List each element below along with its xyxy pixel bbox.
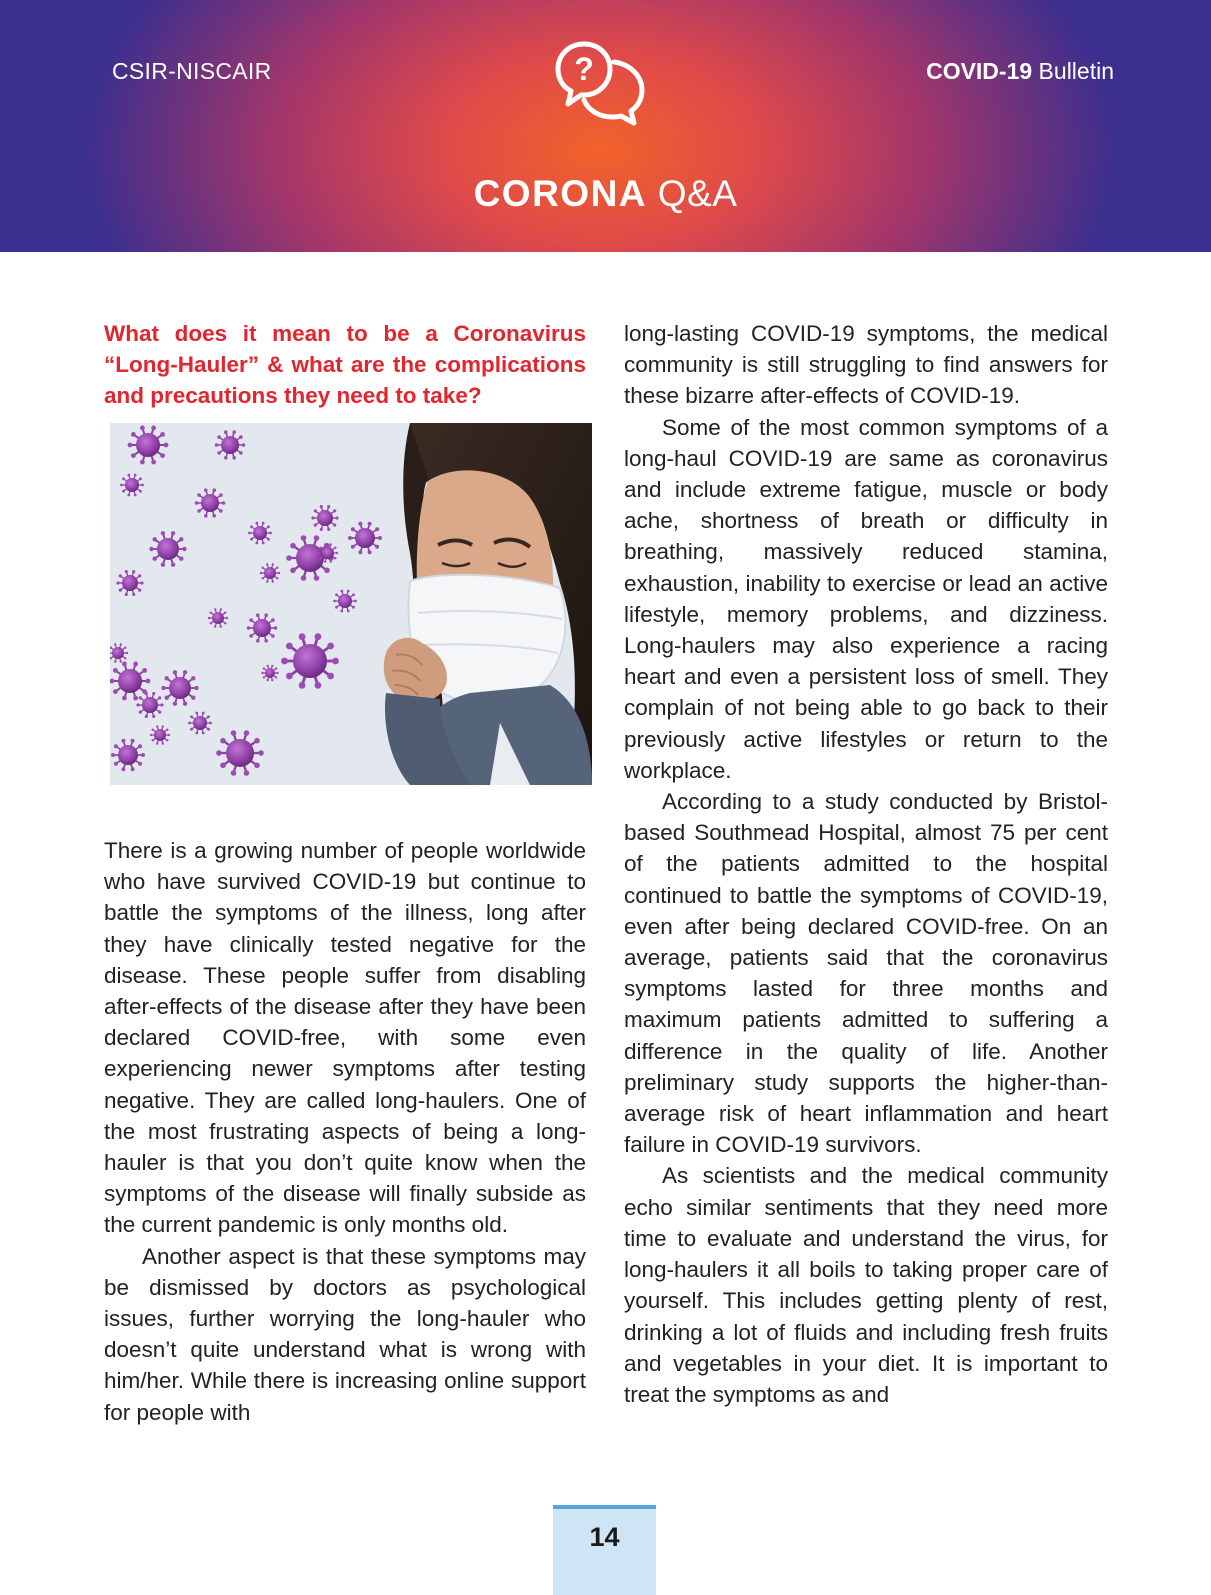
right-paragraph-4: As scientists and the medical community echo similar sentiments that they need more time to evaluate and understand the virus, for long-haulers it all boils to taking proper care of yourself. This includes getting plenty of rest, drinking a lot of fluids and including fresh fruits and vegetables in your diet. It is important to treat the symptoms as and bbox=[624, 1163, 1108, 1407]
section-title: CORONA Q&A bbox=[473, 173, 738, 214]
right-paragraph-1: long-lasting COVID-19 symptoms, the medical community is still struggling to find answers for these bizarre after-effects of COVID-19. bbox=[624, 321, 1108, 409]
left-paragraph-2: Another aspect is that these symptoms may be dismissed by doctors as psychological issues, further worrying the long-hauler who doesn’t quite understand what is wrong with him/her. While there is increasing online support for people with bbox=[104, 1243, 586, 1425]
right-column bbox=[624, 318, 1108, 1410]
bulletin-label: COVID-19 Bulletin bbox=[926, 58, 1114, 84]
right-paragraph-2: Some of the most common symptoms of a long-haul COVID-19 are same as coronavirus and include extreme fatigue, muscle or body ache, shortness of breath or difficulty in breathing, massively reduced stamina, exhaustion, inability to exercise or lead an active lifestyle, memory problems, and dizziness. Long-haulers may also experience a racing heart and even a persistent loss of smell. They complain of not being able to go back to their previously active lifestyles or return to the workplace. bbox=[624, 414, 1108, 783]
publisher-name: CSIR-NISCAIR bbox=[112, 58, 272, 84]
article-question: What does it mean to be a Coronavirus “Long-Hauler” & what are the complications and precautions they need to take? bbox=[104, 321, 586, 408]
question-chat-bubbles-icon bbox=[554, 38, 654, 130]
woman-coughing-photo bbox=[110, 423, 592, 785]
page-number: 14 bbox=[589, 1522, 620, 1552]
left-column bbox=[104, 318, 586, 1428]
left-paragraph-1: There is a growing number of people worldwide who have survived COVID-19 but continue to battle the symptoms of the illness, long after they have clinically tested negative for the disease. These people suffer from disabling after-effects of the disease after they have been declared COVID-free, with some even experiencing newer symptoms after testing negative. They are called long-haulers. One of the most frustrating aspects of being a long-hauler is that you don’t quite know when the symptoms of the disease will finally subside as the current pandemic is only months old. bbox=[104, 838, 586, 1238]
svg-text:?: ? bbox=[574, 51, 594, 87]
right-paragraph-3: According to a study conducted by Bristol-based Southmead Hospital, almost 75 per cent of the patients admitted to the hospital continued to battle the symptoms of COVID-19, even after being declared COVID-free. On an average, patients said that the coronavirus symptoms lasted for three months and maximum patients admitted to suffering a difference in the quality of life. Another preliminary study supports the higher-than-average risk of heart inflammation and heart failure in COVID-19 survivors. bbox=[624, 789, 1108, 1158]
page-header bbox=[0, 0, 1211, 252]
page-number-box bbox=[553, 1505, 656, 1595]
